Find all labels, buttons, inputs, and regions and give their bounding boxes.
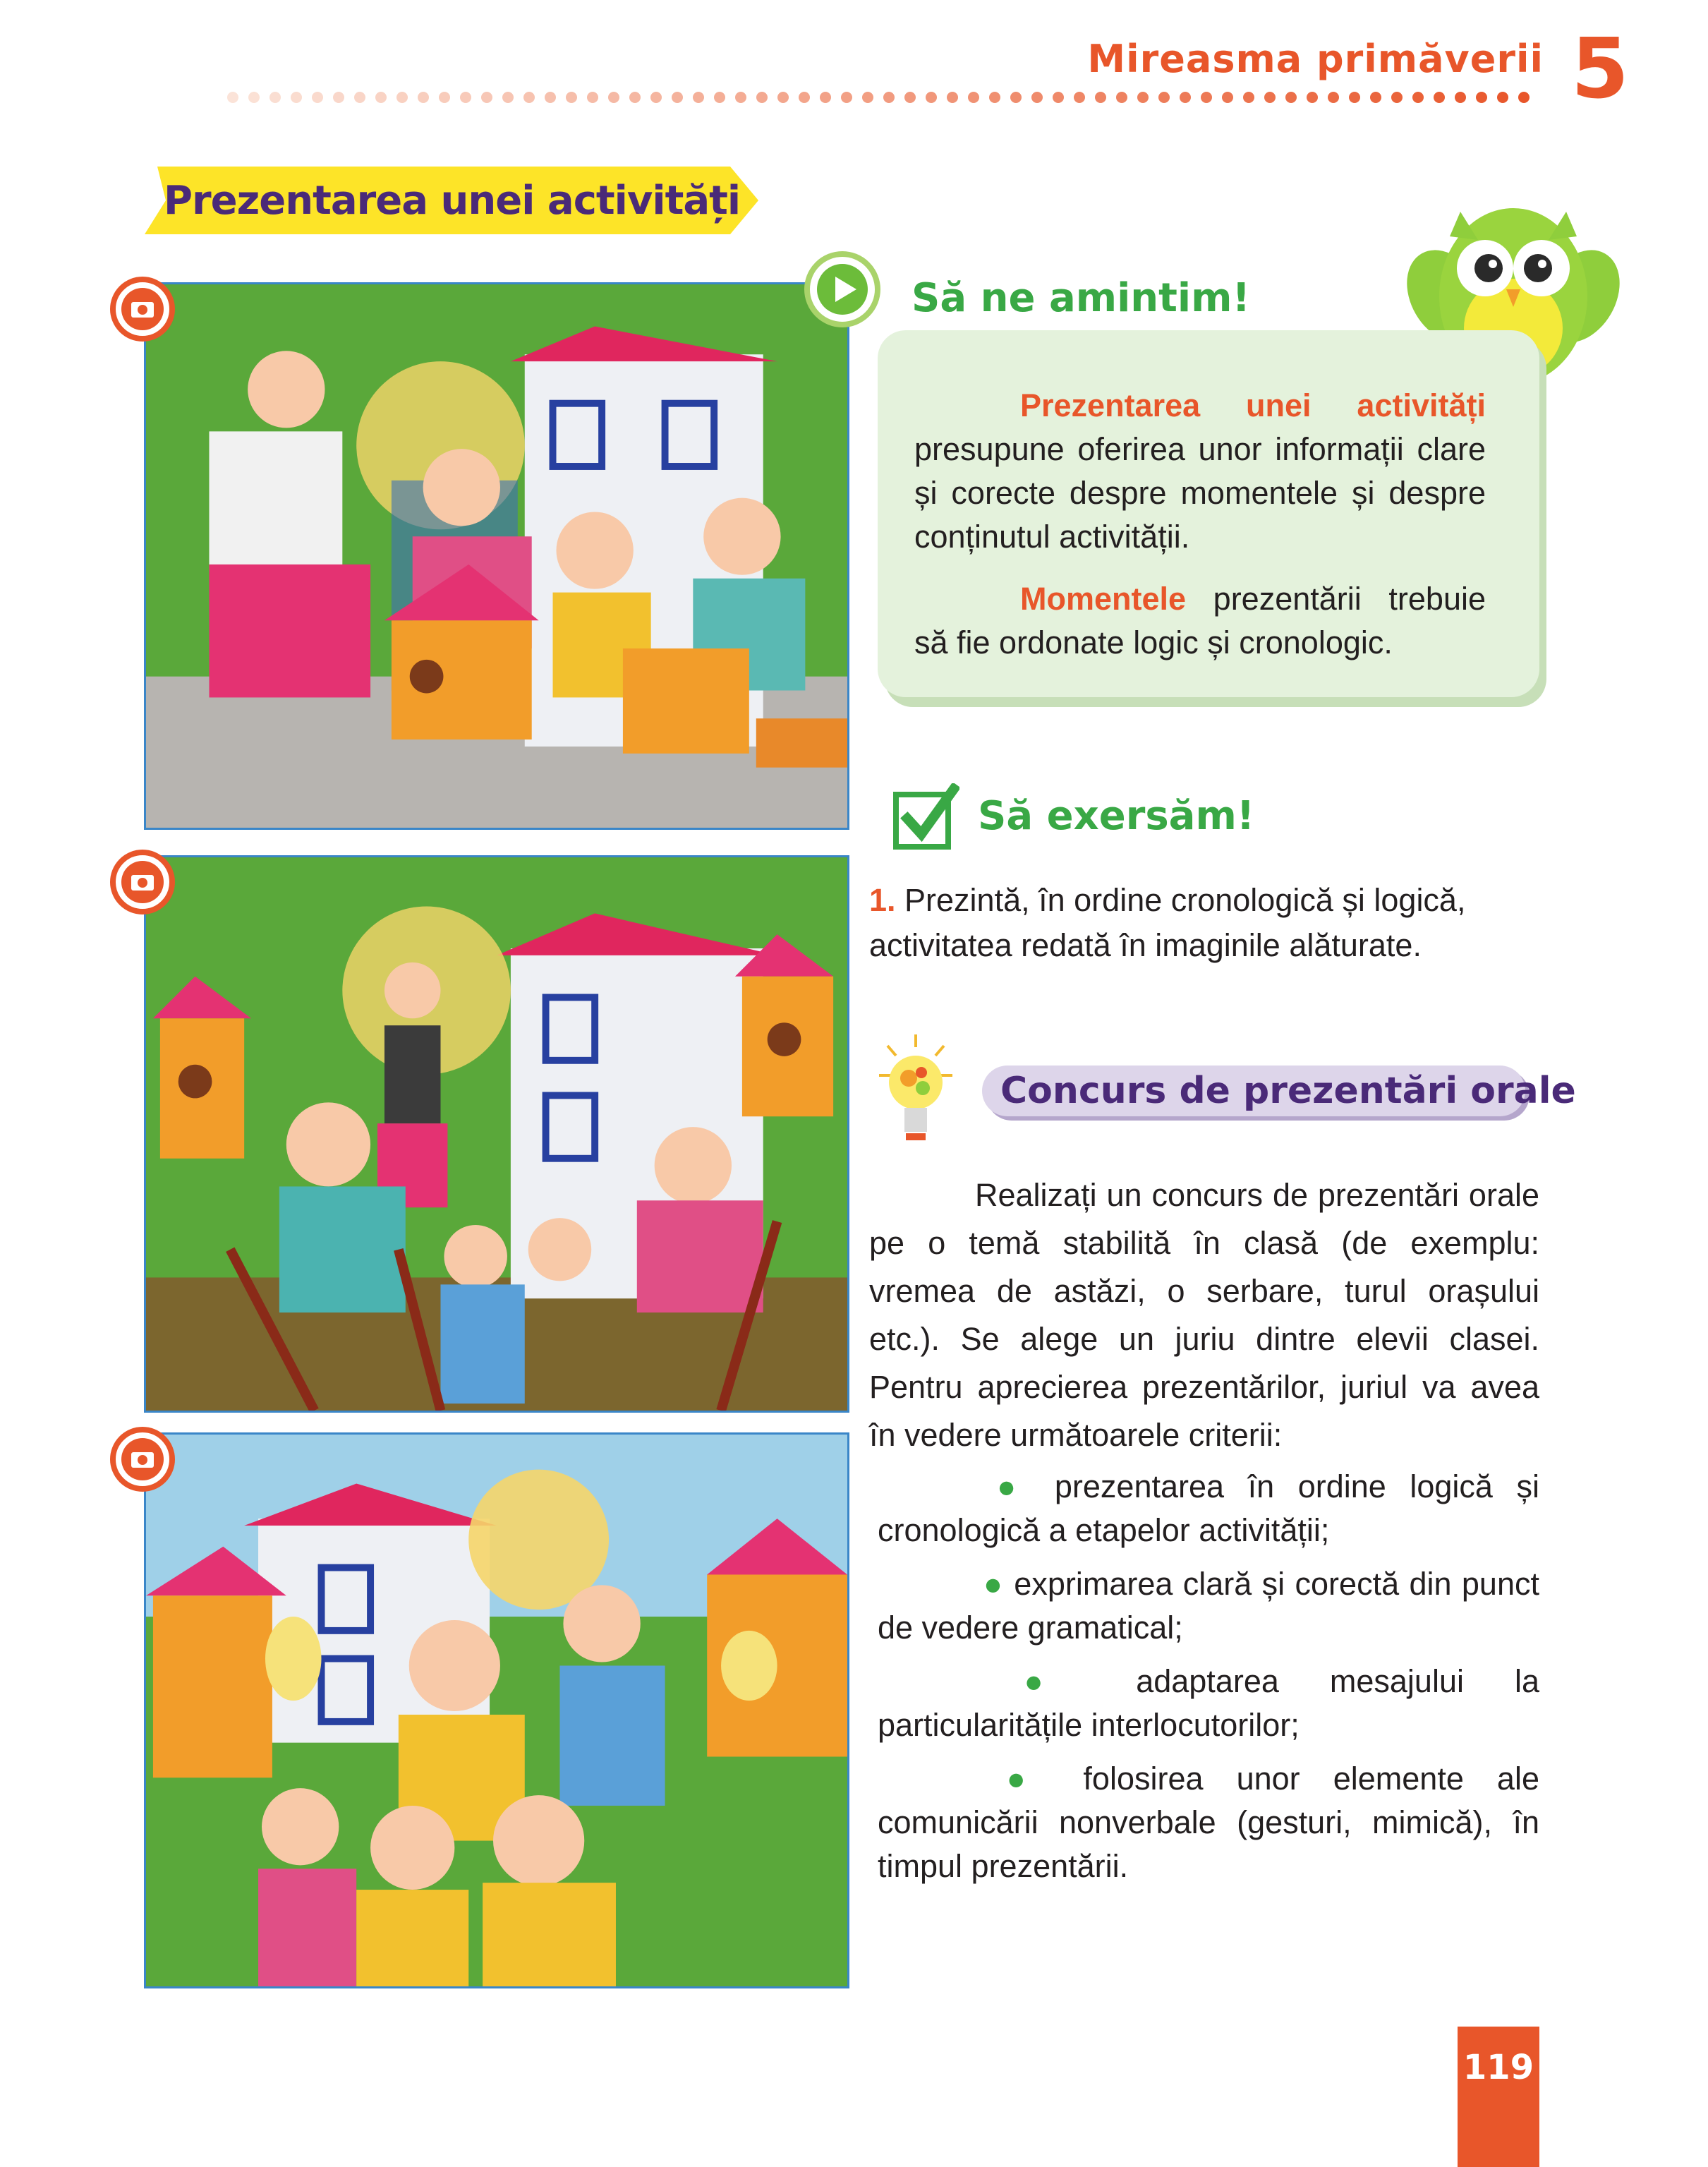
header-dot bbox=[1264, 92, 1276, 103]
criteria-text: adaptarea mesajului la particularitățile interlocutorilor; bbox=[878, 1663, 1539, 1743]
header-dot bbox=[566, 92, 577, 103]
header-dot bbox=[1412, 92, 1424, 103]
play-icon bbox=[804, 251, 880, 327]
header-dot bbox=[756, 92, 768, 103]
header-dot bbox=[1370, 92, 1381, 103]
header-dot bbox=[629, 92, 641, 103]
header-dot bbox=[1053, 92, 1064, 103]
header-dot bbox=[820, 92, 831, 103]
section-title: Prezentarea unei activități bbox=[164, 178, 741, 224]
header-dot bbox=[1328, 92, 1339, 103]
header-dot bbox=[354, 92, 365, 103]
chapter-number: 5 bbox=[1570, 20, 1629, 117]
header-dot bbox=[291, 92, 302, 103]
header-dot bbox=[1455, 92, 1466, 103]
header-dot bbox=[968, 92, 979, 103]
bullet-dot-icon: ● bbox=[982, 1566, 1004, 1602]
checkbox-icon bbox=[892, 783, 959, 851]
header-dot bbox=[1243, 92, 1254, 103]
illustration-panel-2 bbox=[144, 855, 849, 1413]
header-dot bbox=[439, 92, 450, 103]
header-dot bbox=[841, 92, 852, 103]
header-dot bbox=[248, 92, 260, 103]
header-dot bbox=[1307, 92, 1318, 103]
exercise-heading: Să exersăm! bbox=[978, 793, 1255, 839]
header-dot bbox=[502, 92, 514, 103]
header-dot bbox=[523, 92, 535, 103]
remember-text-1: presupune oferirea unor informații clare și corecte despre momentele și despre conținutul activității. bbox=[914, 431, 1486, 555]
bullet-dot-icon: ● bbox=[982, 1663, 1086, 1699]
header-dot bbox=[735, 92, 746, 103]
lightbulb-icon bbox=[878, 1032, 954, 1159]
remember-paragraph-1 bbox=[914, 384, 1486, 559]
header-dot bbox=[799, 92, 810, 103]
criteria-text: folosirea unor elemente ale comunicării nonverbale (gesturi, mimică), în timpul prezentării. bbox=[878, 1761, 1539, 1884]
header-dot bbox=[312, 92, 323, 103]
criteria-text: prezentarea în ordine logică și cronologică a etapelor activității; bbox=[878, 1468, 1539, 1548]
header-dot bbox=[1434, 92, 1445, 103]
criteria-text: exprimarea clară și corectă din punct de vedere gramatical; bbox=[878, 1566, 1539, 1646]
exercise-item-number: 1. bbox=[869, 882, 896, 918]
header-dot bbox=[481, 92, 492, 103]
header-dot bbox=[650, 92, 662, 103]
camera-icon bbox=[110, 277, 175, 342]
header-dotted-rule bbox=[226, 90, 1538, 104]
header-dot bbox=[926, 92, 937, 103]
bullet-dot-icon: ● bbox=[982, 1761, 1050, 1797]
illustration-birds-in-houses bbox=[146, 1435, 847, 1986]
remember-heading: Să ne amintim! bbox=[911, 275, 1251, 321]
header-dot bbox=[1391, 92, 1403, 103]
bullet-dot-icon: ● bbox=[982, 1468, 1031, 1504]
header-dot bbox=[1476, 92, 1487, 103]
header-dot bbox=[1222, 92, 1233, 103]
contest-paragraph bbox=[869, 1171, 1539, 1459]
remember-paragraph-2 bbox=[914, 577, 1486, 665]
header-dot bbox=[1180, 92, 1191, 103]
header-dot bbox=[1116, 92, 1127, 103]
remember-text-2: prezentării trebuie să fie ordonate logic și cronologic. bbox=[914, 581, 1486, 660]
header-dot bbox=[333, 92, 344, 103]
remember-term-moments: Momentele bbox=[1020, 581, 1187, 617]
header-dot bbox=[693, 92, 704, 103]
illustration-panel-1 bbox=[144, 282, 849, 830]
illustration-hanging-birdhouses bbox=[146, 857, 847, 1411]
camera-icon bbox=[110, 850, 175, 915]
header-dot bbox=[1497, 92, 1508, 103]
remember-term-activity: Prezentarea unei activități bbox=[1020, 387, 1486, 423]
camera-icon bbox=[110, 1427, 175, 1492]
header-dot bbox=[460, 92, 471, 103]
header-dot bbox=[862, 92, 873, 103]
criteria-item bbox=[878, 1757, 1539, 1888]
header-dot bbox=[375, 92, 387, 103]
header-dot bbox=[1095, 92, 1106, 103]
header-dot bbox=[396, 92, 408, 103]
criteria-item bbox=[878, 1660, 1539, 1747]
header-dot bbox=[545, 92, 556, 103]
header-dot bbox=[883, 92, 895, 103]
header-dot bbox=[418, 92, 429, 103]
header-dot bbox=[672, 92, 683, 103]
header-dot bbox=[1518, 92, 1530, 103]
criteria-list bbox=[878, 1465, 1539, 1898]
criteria-item bbox=[878, 1465, 1539, 1552]
header-dot bbox=[1349, 92, 1360, 103]
header-dot bbox=[608, 92, 619, 103]
chapter-title: Mireasma primăverii bbox=[1087, 37, 1544, 81]
exercise-item-text: Prezintă, în ordine cronologică și logică, activitatea redată în imaginile alăturate. bbox=[869, 882, 1466, 963]
contest-paragraph-text: Realizați un concurs de prezentări orale pe o temă stabilită în clasă (de exemplu: vremea de astăzi, o serbare, turul orașului etc.). Se alege un juriu dintre elevii clasei. Pentru aprecierea prezentărilor, juriul va avea în vedere următoarele criterii: bbox=[869, 1177, 1539, 1453]
header-dot bbox=[1201, 92, 1212, 103]
illustration-birdhouse-building bbox=[146, 284, 847, 828]
header-dot bbox=[1031, 92, 1043, 103]
header-dot bbox=[904, 92, 916, 103]
illustration-panel-3 bbox=[144, 1432, 849, 1988]
contest-title: Concurs de prezentări orale bbox=[1000, 1070, 1576, 1112]
header-dot bbox=[1137, 92, 1149, 103]
header-dot bbox=[989, 92, 1000, 103]
header-dot bbox=[1074, 92, 1085, 103]
header-dot bbox=[269, 92, 281, 103]
header-dot bbox=[1285, 92, 1297, 103]
criteria-item bbox=[878, 1562, 1539, 1650]
page-number: 119 bbox=[1462, 2048, 1534, 2087]
header-dot bbox=[947, 92, 958, 103]
header-dot bbox=[1010, 92, 1022, 103]
exercise-item-1 bbox=[869, 878, 1539, 968]
header-dot bbox=[777, 92, 789, 103]
header-dot bbox=[227, 92, 238, 103]
header-dot bbox=[587, 92, 598, 103]
header-dot bbox=[1158, 92, 1170, 103]
header-dot bbox=[714, 92, 725, 103]
